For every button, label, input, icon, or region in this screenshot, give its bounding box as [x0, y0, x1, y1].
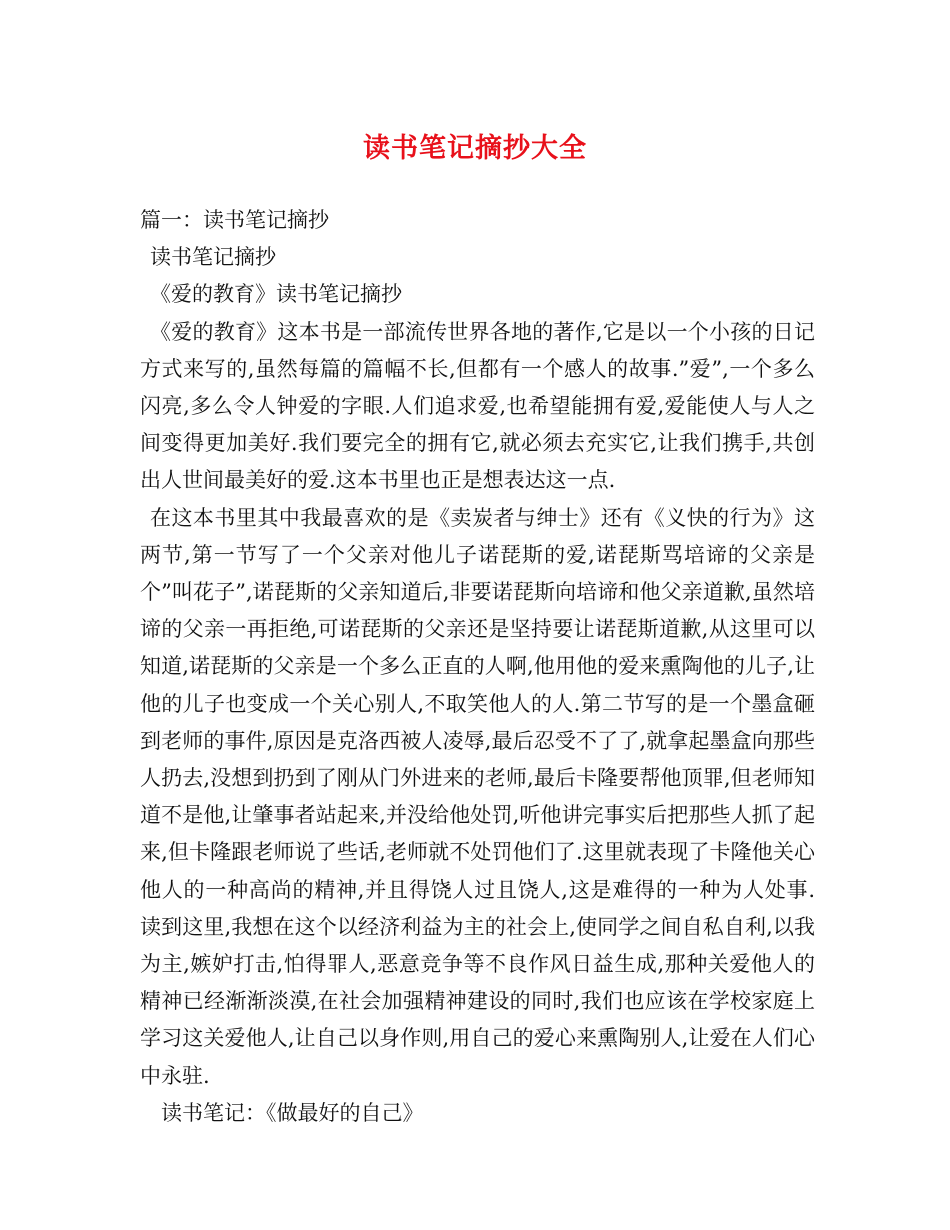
- section-heading: 篇一：读书笔记摘抄: [140, 208, 329, 232]
- next-heading: 读书笔记：《做最好的自己》: [161, 1100, 424, 1125]
- document-title: 读书笔记摘抄大全: [363, 133, 587, 164]
- subheading-book: 《爱的教育》读书笔记摘抄: [150, 282, 402, 307]
- body-paragraph: 在这本书里其中我最喜欢的是《卖炭者与绅士》还有《义快的行为》这两节,第一节写了一个父亲对他儿子诺琵斯的爱,诺琵斯骂培谛的父亲是个”叫花子”,诺琵斯的父亲知道后,非要诺琵斯向培谛和他父亲道歉,虽然培谛的父亲一再拒绝,可诺琵斯的父亲还是坚持要让诺琵斯道歉,从这里可以知道,诺琵斯的父亲是一个多么正直的人啊,他用他的爱来熏陶他的儿子,让他的儿子也变成一个关心别人,不取笑他人的人.第二节写的是一个墨盒砸到老师的事件,原因是克洛西被人凌辱,最后忍受不了了,就拿起墨盒向那些人扔去,没想到扔到了刚从门外进来的老师,最后卡隆要帮他顶罪,但老师知道不是他,让肇事者站起来,并没给他处罚,听他讲完事实后把那些人抓了起来,但卡隆跟老师说了些话,老师就不处罚他们了.这里就表现了卡隆他关心他人的一种高尚的精神,并且得饶人过且饶人,这是难得的一种为人处事. 读到这里,我想在这个以经济利益为主的社会上,使同学之间自私自利,以我为主,嫉妒打击,怕得罪人,恶意竞争等不良作风日益生成,那种关爱他人的精神已经渐渐淡漠,在社会加强精神建设的同时,我们也应该在学校家庭上学习这关爱他人,让自己以身作则,用自己的爱心来熏陶别人,让爱在人们心中永驻.: [140, 505, 836, 1088]
- subheading: 读书笔记摘抄: [150, 245, 276, 270]
- body-paragraph: 《爱的教育》这本书是一部流传世界各地的著作,它是以一个小孩的日记方式来写的,虽然每篇的篇幅不长,但都有一个感人的故事.”爱”,一个多么闪亮,多么令人钟爱的字眼.人们追求爱,也希望能拥有爱,爱能使人与人之间变得更加美好.我们要完全的拥有它,就必须去充实它,让我们携手,共创出人世间最美好的爱.这本书里也正是想表达这一点.: [140, 319, 815, 493]
- document-body: [140, 202, 836, 1132]
